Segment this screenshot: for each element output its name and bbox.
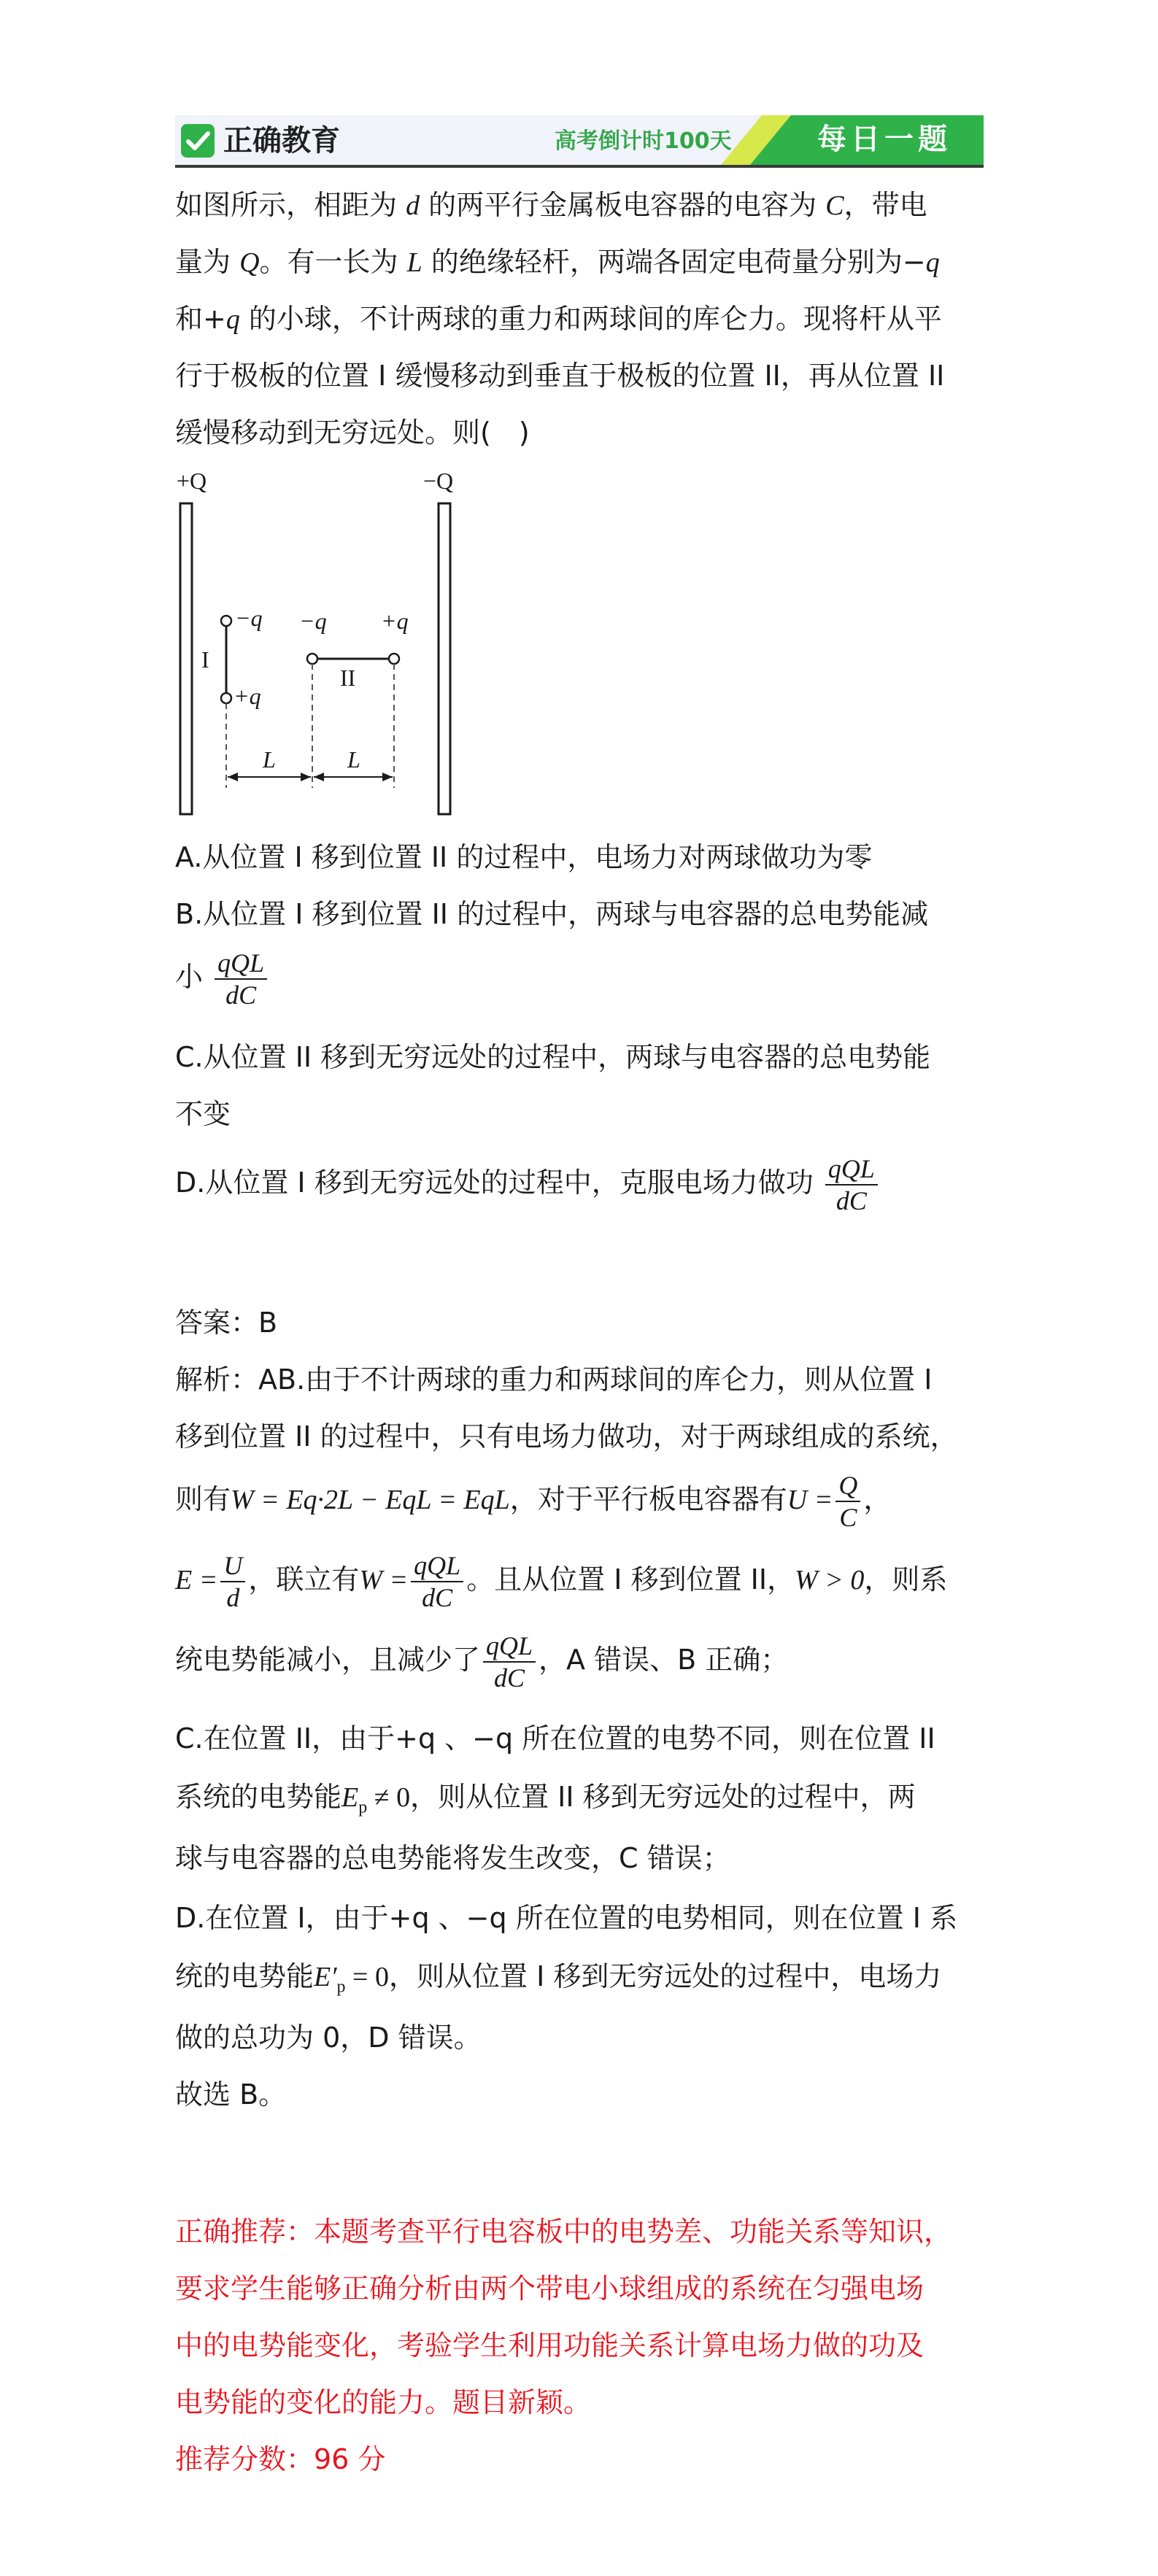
analysis-line-4: E = $\frac{U}{d}$ ，联立有W = $\frac{\text{qQL}}{dC}$ 。且从位置 I 移到位置 II，W > 0，则系 bbox=[175, 1550, 948, 1612]
plate-left bbox=[180, 503, 192, 814]
question-line-2: 量为 Q。有一长为 L 的绝缘轻杆，两端各固定电荷量分别为−q bbox=[175, 246, 940, 278]
fraction-q-c: $\frac{Q}{C}$ bbox=[835, 1472, 860, 1531]
countdown-text: 高考倒计时100天 bbox=[555, 128, 732, 154]
question-line-4: 行于极板的位置 I 缓慢移动到垂直于极板的位置 II，再从位置 II bbox=[175, 360, 945, 392]
recommend-line-2: 要求学生能够正确分析由两个带电小球组成的系统在匀强电场 bbox=[175, 2273, 925, 2305]
option-a: A.从位置 I 移到位置 II 的过程中，电场力对两球做功为零 bbox=[175, 841, 873, 873]
pos1-label: I bbox=[201, 646, 209, 673]
ball-neg-pos2 bbox=[307, 654, 317, 664]
ball-neg-pos1 bbox=[221, 616, 231, 626]
fraction-qql-dc: $\frac{\text{qQL}}{dC}$ bbox=[215, 950, 267, 1008]
header-underline bbox=[175, 165, 984, 168]
plate-right bbox=[439, 503, 450, 814]
plate-right-label: −Q bbox=[423, 468, 454, 494]
analysis-line-11: 做的总功为 0，D 错误。 bbox=[175, 2022, 482, 2054]
pos2-label: II bbox=[340, 665, 356, 691]
analysis-line-8: 球与电容器的总电势能将发生改变，C 错误； bbox=[175, 1842, 730, 1874]
option-d: D.从位置 I 移到无穷远处的过程中，克服电场力做功 $\frac{\text{qQL}}{dC}$ bbox=[175, 1154, 881, 1214]
analysis-line-2: 移到位置 II 的过程中，只有电场力做功，对于两球组成的系统， bbox=[175, 1420, 958, 1453]
analysis-line-12: 故选 B。 bbox=[175, 2078, 287, 2111]
recommend-score: 推荐分数：96 分 bbox=[175, 2443, 386, 2475]
analysis-line-5: 统电势能减小，且减少了 $\frac{\text{qQL}}{dC}$ ，A 错误、B 正确； bbox=[175, 1631, 789, 1693]
question-line-1: 如图所示，相距为 d 的两平行金属板电容器的电容为 C，带电 bbox=[175, 189, 927, 221]
daily-question-label: 每日一题 bbox=[817, 123, 952, 156]
analysis-line-7: 系统的电势能$E_p \ne 0$，则从位置 II 移到无穷远处的过程中，两 bbox=[175, 1781, 916, 1817]
ball-pos-pos1 bbox=[221, 693, 231, 703]
analysis-line-1: 解析：AB.由于不计两球的重力和两球间的库仑力，则从位置 I bbox=[175, 1364, 933, 1396]
check-logo-icon bbox=[181, 124, 215, 158]
pos1-bottom-label: +q bbox=[233, 683, 261, 709]
capacitor-figure bbox=[175, 467, 482, 817]
analysis-line-9: D.在位置 I，由于+q 、−q 所在位置的电势相同，则在位置 I 系 bbox=[175, 1902, 958, 1934]
dim-label-1: L bbox=[263, 746, 276, 773]
answer: 答案：B bbox=[175, 1307, 278, 1339]
fraction-qql-dc: $\frac{\text{qQL}}{dC}$ bbox=[411, 1552, 463, 1611]
brand-name: 正确教育 bbox=[223, 124, 340, 158]
analysis-line-3: 则有W = Eq·2L − EqL = EqL，对于平行板电容器有U = $\frac{Q}{C}$ ， bbox=[175, 1470, 892, 1532]
fraction-qql-dc: $\frac{\text{qQL}}{dC}$ bbox=[483, 1633, 536, 1691]
recommend-line-1: 正确推荐：本题考查平行电容板中的电势差、功能关系等知识， bbox=[175, 2216, 952, 2248]
question-line-3: 和+q 的小球，不计两球的重力和两球间的库仑力。现将杆从平 bbox=[175, 303, 942, 335]
pos1-top-label: −q bbox=[235, 605, 263, 631]
pos2-left-label: −q bbox=[299, 608, 327, 634]
header-banner bbox=[175, 115, 984, 168]
recommend-line-4: 电势能的变化的能力。题目新颖。 bbox=[175, 2386, 592, 2418]
pos2-right-label: +q bbox=[381, 608, 409, 634]
option-b-line-2: 小 $\frac{\text{qQL}}{dC}$ bbox=[175, 948, 270, 1008]
daily-question-tab bbox=[721, 115, 984, 165]
option-c-line-2: 不变 bbox=[175, 1098, 231, 1130]
analysis-line-6: C.在位置 II，由于+q 、−q 所在位置的电势不同，则在位置 II bbox=[175, 1722, 935, 1755]
option-b-line-1: B.从位置 I 移到位置 II 的过程中，两球与电容器的总电势能减 bbox=[175, 898, 929, 930]
option-c-line-1: C.从位置 II 移到无穷远处的过程中，两球与电容器的总电势能 bbox=[175, 1041, 931, 1073]
analysis-line-10: 统的电势能$E'_p = 0$，则从位置 I 移到无穷远处的过程中，电场力 bbox=[175, 1960, 942, 1997]
question-line-5: 缓慢移动到无穷远处。则( ) bbox=[175, 417, 530, 449]
ball-pos-pos2 bbox=[389, 654, 399, 664]
plate-left-label: +Q bbox=[177, 468, 207, 494]
recommend-line-3: 中的电势能变化，考验学生利用功能关系计算电场力做的功及 bbox=[175, 2329, 925, 2362]
dim-label-2: L bbox=[347, 746, 360, 773]
fraction-qql-dc: $\frac{\text{qQL}}{dC}$ bbox=[825, 1156, 878, 1214]
fraction-u-d: $\frac{U}{d}$ bbox=[220, 1552, 245, 1611]
